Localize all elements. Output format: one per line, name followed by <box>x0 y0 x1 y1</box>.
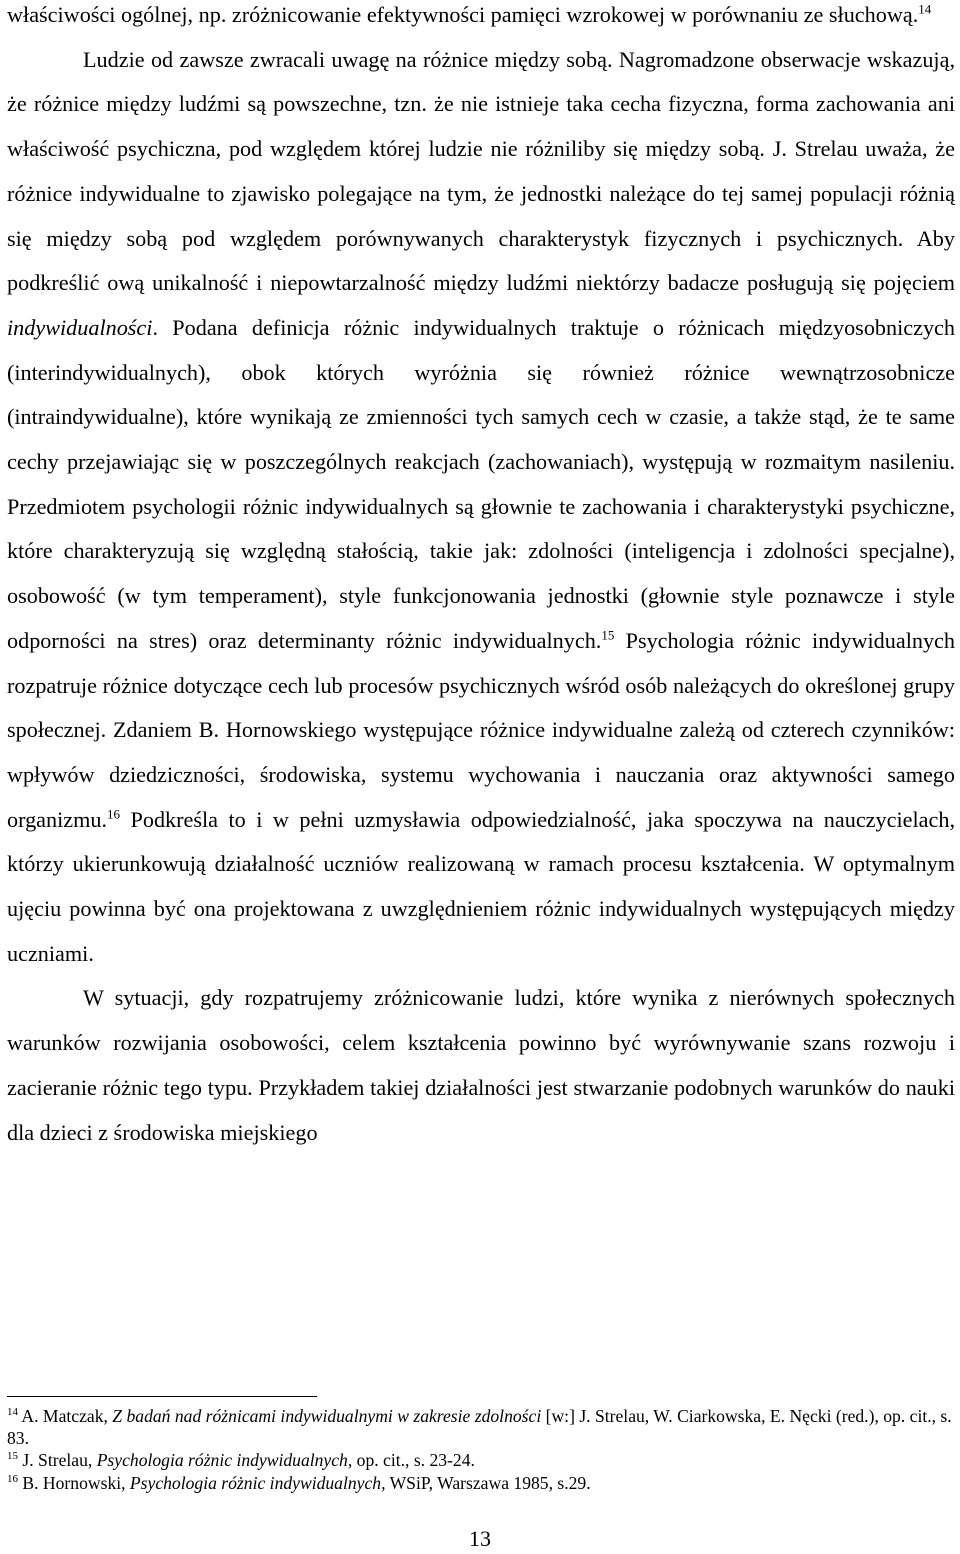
footnote-number: 16 <box>7 1472 18 1485</box>
italic-text-run: indywidualności <box>7 314 153 340</box>
text-run: [w:] J. Strelau, W. Ciarkowska, E. Nęcki (red.), op. cit., s. 83. <box>7 1406 952 1449</box>
text-run: Ludzie od zawsze zwracali uwagę na różnice między sobą. Nagromadzone obserwacje wskazują, że różnice między ludźmi są powszechne, tzn. że nie istnieje taka cecha fizyczna, forma zachowania ani właściwość psychiczna, pod względem której ludzie nie różniliby się między sobą. J. Strelau uważa, że różnice indywidualne to zjawisko polegające na tym, że jednostki należące do tej samej populacji różnią się między sobą pod względem porównywanych charakterystyk fizycznych i psychicznych. Aby podkreślić ową unikalność i niepowtarzalność między ludźmi niektórzy badacze posługują się pojęciem <box>7 46 955 296</box>
paragraph <box>7 0 955 38</box>
footnote-reference: 15 <box>601 627 615 643</box>
italic-text-run: Psychologia różnic indywidualnych, <box>129 1472 386 1493</box>
paragraph <box>7 38 955 977</box>
text-run: B. Hornowski, <box>18 1472 130 1493</box>
body-text <box>7 0 955 1155</box>
footnote-separator <box>7 1396 317 1397</box>
text-run: W sytuacji, gdy rozpatrujemy zróżnicowanie ludzi, które wynika z nierównych społecznych warunków rozwijania osobowości, celem kształcenia powinno być wyrównywanie szans rozwoju i zacieranie różnic tego typu. Przykładem takiej działalności jest stwarzanie podobnych warunków do nauki dla dzieci z środowiska miejskiego <box>7 985 955 1145</box>
italic-text-run: Z badań nad różnicami indywidualnymi w zakresie zdolności <box>112 1406 542 1426</box>
footnote-reference: 16 <box>107 806 121 822</box>
text-run: WSiP, Warszawa 1985, s.29. <box>385 1472 591 1493</box>
text-run: A. Matczak, <box>18 1406 113 1426</box>
text-run: właściwości ogólnej, np. zróżnicowanie efektywności pamięci wzrokowej w porównaniu ze słuchową. <box>7 2 919 27</box>
text-run: J. Strelau, <box>18 1450 97 1471</box>
text-run: Psychologia różnic indywidualnych rozpatruje różnice dotyczące cech lub procesów psychicznych wśród osób należących do określonej grupy społecznej. Zdaniem B. Hornowskiego występujące różnice indywidualne zależą od czterech czynników: wpływów dziedziczności, środowiska, systemu wychowania i nauczania oraz aktywności samego organizmu. <box>7 627 955 832</box>
footnote <box>7 1449 955 1471</box>
footnote <box>7 1472 955 1494</box>
text-run: op. cit., s. 23-24. <box>352 1450 475 1471</box>
text-run: Podkreśla to i w pełni uzmysławia odpowiedzialność, jaka spoczywa na nauczycielach, którzy ukierunkowują działalność uczniów realizowaną w ramach procesu kształcenia. W optymalnym ujęciu powinna być ona projektowana z uwzględnieniem różnic indywidualnych występujących między uczniami. <box>7 806 955 966</box>
page-number: 13 <box>469 1526 491 1551</box>
footnotes <box>7 1405 955 1494</box>
italic-text-run: Psychologia różnic indywidualnych, <box>96 1450 353 1471</box>
footnote-number: 14 <box>7 1406 18 1419</box>
footnote <box>7 1405 955 1449</box>
text-run: . Podana definicja różnic indywidualnych traktuje o różnicach międzyosobniczych (interindywidualnych), obok których wyróżnia się również różnice wewnątrzosobnicze (intraindywidualne), które wynikają ze zmienności tych samych cech w czasie, a także stąd, że te same cechy przejawiając się w poszczególnych reakcjach (zachowaniach), występują w rozmaitym nasileniu. Przedmiotem psychologii różnic indywidualnych są głownie te zachowania i charakterystyki psychiczne, które charakteryzują się względną stałością, takie jak: zdolności (inteligencja i zdolności specjalne), osobowość (w tym temperament), style funkcjonowania jednostki (głownie style poznawcze i style odporności na stres) oraz determinanty różnic indywidualnych. <box>7 314 955 653</box>
paragraph <box>7 976 955 1155</box>
footnote-number: 15 <box>7 1450 18 1463</box>
footnote-reference: 14 <box>918 1 932 17</box>
